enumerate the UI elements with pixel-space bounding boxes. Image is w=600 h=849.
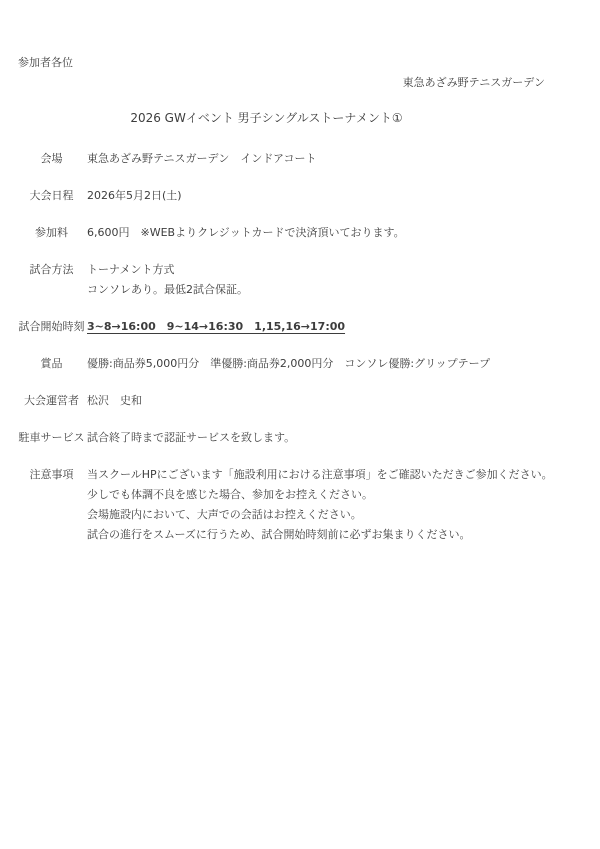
row-value-line: 会場施設内において、大声での会話はお控えください。 bbox=[87, 507, 362, 521]
row-value-line: 6,600円 ※WEBよりクレジットカードで決済頂いております。 bbox=[87, 225, 405, 239]
row-label: 試合開始時刻 bbox=[18, 319, 85, 333]
row-value-line: 東急あざみ野テニスガーデン インドアコート bbox=[87, 151, 317, 165]
row-label: 駐車サービス bbox=[18, 430, 85, 444]
row-value bbox=[87, 223, 600, 243]
row-label: 注意事項 bbox=[29, 467, 74, 481]
info-row-notes bbox=[0, 465, 600, 545]
info-table bbox=[0, 149, 600, 545]
row-value bbox=[87, 428, 600, 448]
row-value-line: 試合の進行をスムーズに行うため、試合開始時刻前に必ずお集まりください。 bbox=[87, 527, 471, 541]
row-value-line: 2026年5月2日(土) bbox=[87, 188, 182, 202]
row-value-line: 3~8→16:00 9~14→16:30 1,15,16→17:00 bbox=[87, 319, 346, 333]
row-value bbox=[87, 354, 600, 374]
row-value bbox=[87, 317, 600, 337]
row-label: 会場 bbox=[40, 151, 63, 165]
row-value bbox=[87, 260, 600, 300]
row-value bbox=[87, 391, 600, 411]
row-label: 賞品 bbox=[40, 356, 63, 370]
row-value-line: 試合終了時まで認証サービスを致します。 bbox=[87, 430, 296, 444]
row-label: 参加料 bbox=[35, 225, 68, 239]
organization-line: 東急あざみ野テニスガーデン bbox=[402, 76, 545, 89]
row-value bbox=[87, 149, 600, 169]
row-value-line: トーナメント方式 bbox=[87, 262, 175, 276]
row-label: 大会運営者 bbox=[24, 393, 79, 407]
document-title: 2026 GWイベント 男子シングルストーナメント① bbox=[130, 111, 403, 125]
row-value-line: コンソレあり。最低2試合保証。 bbox=[87, 282, 248, 296]
info-row-start-times bbox=[0, 317, 600, 337]
info-row-organizer bbox=[0, 391, 600, 411]
info-row-venue bbox=[0, 149, 600, 169]
row-value bbox=[87, 186, 600, 206]
info-row-prizes bbox=[0, 354, 600, 374]
row-value-line: 少しでも体調不良を感じた場合、参加をお控えください。 bbox=[87, 487, 373, 501]
row-value bbox=[87, 465, 600, 545]
info-row-parking-service bbox=[0, 428, 600, 448]
row-label: 大会日程 bbox=[29, 188, 74, 202]
info-row-event-date bbox=[0, 186, 600, 206]
row-value-line: 当スクールHPにございます「施設利用における注意事項」をご確認いただきご参加ください。 bbox=[87, 467, 553, 481]
row-value-line: 優勝:商品券5,000円分 準優勝:商品券2,000円分 コンソレ優勝:グリップテープ bbox=[87, 356, 491, 370]
info-row-entry-fee bbox=[0, 223, 600, 243]
row-label: 試合方法 bbox=[29, 262, 74, 276]
info-row-match-format bbox=[0, 260, 600, 300]
row-value-line: 松沢 史和 bbox=[87, 393, 142, 407]
recipient-line: 参加者各位 bbox=[18, 56, 73, 69]
